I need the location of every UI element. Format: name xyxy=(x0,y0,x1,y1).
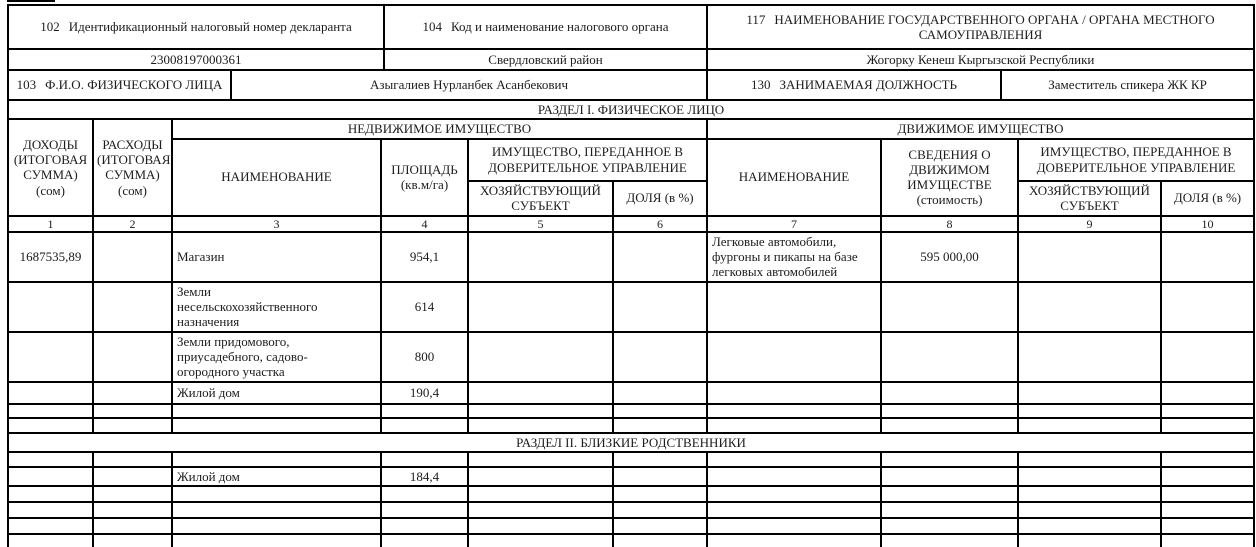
declarant-info-table xyxy=(7,4,1255,101)
cell xyxy=(8,418,93,433)
cell xyxy=(613,452,707,467)
header-movable-name: НАИМЕНОВАНИЕ xyxy=(707,139,881,216)
header-immovable-name: НАИМЕНОВАНИЕ xyxy=(172,139,381,216)
position-label-cell xyxy=(707,70,1001,100)
cell xyxy=(8,404,93,418)
inn-label-cell xyxy=(8,5,384,49)
header-movable-info: СВЕДЕНИЯ О ДВИЖИМОМ ИМУЩЕСТВЕ (стоимость) xyxy=(881,139,1018,216)
cell xyxy=(881,332,1018,382)
cell xyxy=(1018,486,1161,502)
cell xyxy=(881,486,1018,502)
cell xyxy=(707,467,881,486)
col-number: 9 xyxy=(1018,216,1161,232)
cell xyxy=(1161,518,1254,534)
table-row xyxy=(8,534,1254,547)
col-number: 6 xyxy=(613,216,707,232)
cell xyxy=(707,418,881,433)
col-number: 3 xyxy=(172,216,381,232)
cell xyxy=(172,534,381,547)
cell xyxy=(881,404,1018,418)
cell xyxy=(93,232,172,282)
scan-artifact-line xyxy=(7,0,55,2)
col-number: 5 xyxy=(468,216,613,232)
cell xyxy=(381,452,468,467)
cell: Земли несельскохозяйственного назначения xyxy=(172,282,381,332)
table-row xyxy=(8,486,1254,502)
cell: Жилой дом xyxy=(172,467,381,486)
fio-value-cell: Азыгалиев Нурланбек Асанбекович xyxy=(231,70,707,100)
property-table xyxy=(7,99,1255,547)
cell xyxy=(172,502,381,518)
cell xyxy=(8,534,93,547)
cell xyxy=(1018,518,1161,534)
cell xyxy=(613,404,707,418)
cell xyxy=(1018,382,1161,404)
section2-title: РАЗДЕЛ II. БЛИЗКИЕ РОДСТВЕННИКИ xyxy=(8,433,1254,452)
cell xyxy=(613,332,707,382)
table-row xyxy=(8,332,1254,382)
column-numbers-row xyxy=(8,216,1254,232)
cell xyxy=(1161,404,1254,418)
header-income: ДОХОДЫ (ИТОГОВАЯ СУММА) (сом) xyxy=(8,119,93,215)
cell xyxy=(93,502,172,518)
cell xyxy=(8,332,93,382)
cell xyxy=(707,282,881,332)
fio-label-cell xyxy=(8,70,231,100)
field-code: 104 xyxy=(422,19,442,35)
cell xyxy=(468,452,613,467)
cell xyxy=(468,332,613,382)
cell xyxy=(881,282,1018,332)
cell xyxy=(468,382,613,404)
tax-org-value-cell: Свердловский район xyxy=(384,49,707,70)
cell xyxy=(707,404,881,418)
cell: Земли придомового, приусадебного, садово-огородного участка xyxy=(172,332,381,382)
header-entity: ХОЗЯЙСТВУЮЩИЙ СУБЪЕКТ xyxy=(1018,181,1161,216)
cell xyxy=(468,467,613,486)
cell xyxy=(1161,502,1254,518)
field-code: 102 xyxy=(40,19,60,35)
cell xyxy=(881,467,1018,486)
col-number: 7 xyxy=(707,216,881,232)
header-area: ПЛОЩАДЬ (кв.м/га) xyxy=(381,139,468,216)
cell xyxy=(93,382,172,404)
cell xyxy=(613,418,707,433)
field-label: Идентификационный налоговый номер декларанта xyxy=(68,19,352,35)
cell xyxy=(172,452,381,467)
cell xyxy=(613,486,707,502)
header-share: ДОЛЯ (в %) xyxy=(613,181,707,216)
cell xyxy=(1018,282,1161,332)
cell xyxy=(1161,232,1254,282)
col-number: 8 xyxy=(881,216,1018,232)
cell: 954,1 xyxy=(381,232,468,282)
cell xyxy=(1161,332,1254,382)
section1-title: РАЗДЕЛ I. ФИЗИЧЕСКОЕ ЛИЦО xyxy=(8,100,1254,119)
cell: 595 000,00 xyxy=(881,232,1018,282)
gov-org-value-cell: Жогорку Кенеш Кыргызской Республики xyxy=(707,49,1254,70)
cell xyxy=(381,534,468,547)
cell xyxy=(1161,534,1254,547)
declaration-sheet xyxy=(7,4,1253,547)
cell xyxy=(468,404,613,418)
table-row xyxy=(8,382,1254,404)
cell xyxy=(172,518,381,534)
cell xyxy=(468,486,613,502)
cell xyxy=(1161,282,1254,332)
col-number: 2 xyxy=(93,216,172,232)
cell xyxy=(707,452,881,467)
cell xyxy=(93,518,172,534)
field-code: 117 xyxy=(746,11,766,27)
gov-org-label-cell xyxy=(707,5,1254,49)
cell xyxy=(468,534,613,547)
cell: 190,4 xyxy=(381,382,468,404)
table-row xyxy=(8,418,1254,433)
cell xyxy=(8,486,93,502)
field-label: Код и наименование налогового органа xyxy=(451,19,669,35)
table-row xyxy=(8,70,1254,100)
field-label: ЗАНИМАЕМАЯ ДОЛЖНОСТЬ xyxy=(779,77,958,93)
cell xyxy=(707,382,881,404)
cell xyxy=(8,467,93,486)
cell xyxy=(8,452,93,467)
cell: 614 xyxy=(381,282,468,332)
cell xyxy=(1018,452,1161,467)
cell xyxy=(381,418,468,433)
cell xyxy=(613,282,707,332)
cell xyxy=(707,502,881,518)
table-row xyxy=(8,502,1254,518)
cell xyxy=(468,282,613,332)
cell xyxy=(881,518,1018,534)
cell xyxy=(1161,452,1254,467)
field-code: 103 xyxy=(16,77,37,93)
cell xyxy=(93,332,172,382)
cell xyxy=(381,404,468,418)
cell xyxy=(613,502,707,518)
cell xyxy=(707,486,881,502)
cell xyxy=(881,418,1018,433)
table-row xyxy=(8,232,1254,282)
header-entity: ХОЗЯЙСТВУЮЩИЙ СУБЪЕКТ xyxy=(468,181,613,216)
cell xyxy=(1018,467,1161,486)
table-row xyxy=(8,139,1254,181)
cell xyxy=(1018,418,1161,433)
cell xyxy=(93,452,172,467)
inn-value-cell: 23008197000361 xyxy=(8,49,384,70)
cell xyxy=(468,502,613,518)
cell xyxy=(707,518,881,534)
field-code: 130 xyxy=(751,77,771,93)
position-value-cell: Заместитель спикера ЖК КР xyxy=(1001,70,1254,100)
cell xyxy=(1018,332,1161,382)
table-row xyxy=(8,100,1254,119)
cell: 1687535,89 xyxy=(8,232,93,282)
header-movable-trust-group: ИМУЩЕСТВО, ПЕРЕДАННОЕ В ДОВЕРИТЕЛЬНОЕ УПРАВЛЕНИЕ xyxy=(1018,139,1254,181)
cell xyxy=(8,282,93,332)
cell xyxy=(93,282,172,332)
cell xyxy=(1018,534,1161,547)
field-label: Ф.И.О. ФИЗИЧЕСКОГО ЛИЦА xyxy=(45,77,223,93)
tax-org-label-cell xyxy=(384,5,707,49)
cell xyxy=(613,467,707,486)
cell xyxy=(172,404,381,418)
cell xyxy=(93,534,172,547)
cell xyxy=(468,232,613,282)
cell xyxy=(93,486,172,502)
header-expense: РАСХОДЫ (ИТОГОВАЯ СУММА) (сом) xyxy=(93,119,172,215)
cell xyxy=(707,534,881,547)
col-number: 10 xyxy=(1161,216,1254,232)
cell xyxy=(707,332,881,382)
cell xyxy=(381,486,468,502)
header-immovable-trust-group: ИМУЩЕСТВО, ПЕРЕДАННОЕ В ДОВЕРИТЕЛЬНОЕ УПРАВЛЕНИЕ xyxy=(468,139,707,181)
cell xyxy=(1018,502,1161,518)
table-row xyxy=(8,467,1254,486)
cell xyxy=(613,518,707,534)
cell xyxy=(381,502,468,518)
field-label: НАИМЕНОВАНИЕ ГОСУДАРСТВЕННОГО ОРГАНА / ОРГАНА МЕСТНОГО САМОУПРАВЛЕНИЯ xyxy=(774,11,1215,42)
cell xyxy=(613,382,707,404)
cell xyxy=(613,534,707,547)
table-row xyxy=(8,282,1254,332)
cell xyxy=(881,382,1018,404)
cell xyxy=(8,502,93,518)
cell: Магазин xyxy=(172,232,381,282)
cell xyxy=(93,467,172,486)
header-movable-group: ДВИЖИМОЕ ИМУЩЕСТВО xyxy=(707,119,1254,138)
table-row xyxy=(8,404,1254,418)
cell xyxy=(1161,467,1254,486)
cell xyxy=(8,382,93,404)
cell xyxy=(172,418,381,433)
table-row xyxy=(8,518,1254,534)
table-row xyxy=(8,49,1254,70)
cell xyxy=(381,518,468,534)
table-row xyxy=(8,119,1254,138)
cell xyxy=(881,534,1018,547)
cell xyxy=(1161,486,1254,502)
cell xyxy=(8,518,93,534)
col-number: 4 xyxy=(381,216,468,232)
cell: 800 xyxy=(381,332,468,382)
cell xyxy=(613,232,707,282)
cell xyxy=(1018,404,1161,418)
cell xyxy=(93,404,172,418)
header-share: ДОЛЯ (в %) xyxy=(1161,181,1254,216)
cell xyxy=(468,418,613,433)
cell xyxy=(1161,418,1254,433)
header-immovable-group: НЕДВИЖИМОЕ ИМУЩЕСТВО xyxy=(172,119,707,138)
cell xyxy=(93,418,172,433)
cell xyxy=(1161,382,1254,404)
cell xyxy=(172,486,381,502)
cell xyxy=(881,502,1018,518)
col-number: 1 xyxy=(8,216,93,232)
cell: Жилой дом xyxy=(172,382,381,404)
cell: Легковые автомобили, фургоны и пикапы на базе легковых автомобилей xyxy=(707,232,881,282)
table-row xyxy=(8,452,1254,467)
cell xyxy=(1018,232,1161,282)
table-row xyxy=(8,433,1254,452)
cell xyxy=(468,518,613,534)
table-row xyxy=(8,5,1254,49)
cell xyxy=(881,452,1018,467)
cell: 184,4 xyxy=(381,467,468,486)
